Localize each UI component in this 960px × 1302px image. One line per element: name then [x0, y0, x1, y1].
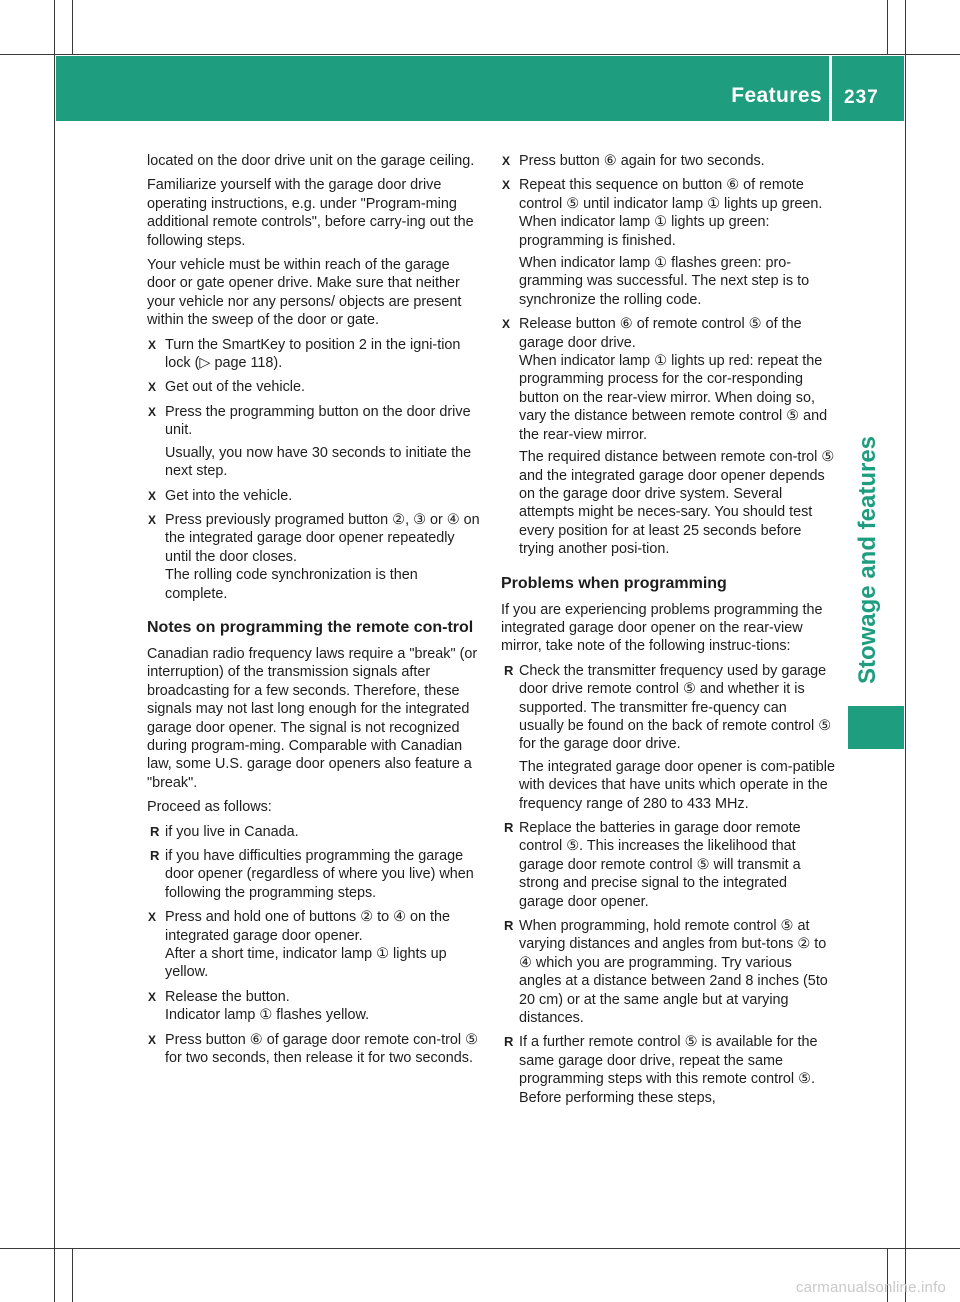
step-text: Press button ⑥ of garage door remote con-trol ⑤ for two seconds, then release it for two seconds. [165, 1031, 478, 1067]
bullet-item [147, 823, 482, 841]
instruction-step [501, 152, 835, 170]
instruction-step [147, 336, 482, 373]
step-marker-icon: X [502, 178, 511, 193]
step-text: Get into the vehicle. [165, 487, 293, 504]
instruction-step [147, 988, 482, 1025]
instruction-step [147, 378, 482, 396]
paragraph: located on the door drive unit on the garage ceiling. [147, 153, 475, 169]
bullet-item [501, 1033, 835, 1107]
bullet-marker-icon: R [504, 1034, 514, 1050]
step-marker-icon: X [148, 488, 157, 503]
step-text: Press button ⑥ again for two seconds. [519, 153, 765, 169]
bullet-marker-icon: R [504, 918, 514, 934]
step-text: Press the programming button on the door drive unit. [165, 403, 471, 439]
step-note: Usually, you now have 30 seconds to initiate the next step. [165, 444, 472, 480]
bullet-marker-icon: R [504, 662, 514, 678]
watermark: carmanualsonline.info [795, 1279, 946, 1296]
bullet-marker-icon: R [150, 823, 160, 839]
page-number: 237 [844, 87, 879, 108]
paragraph: If you are experiencing problems programming the integrated garage door opener on the rear-view mirror, take note of the following instruc-tions: [501, 601, 823, 655]
step-note: The required distance between remote con-trol ⑤ and the integrated garage door opener depends on the garage door drive system. Several attempts might be neces-sary. You should test every position for at least 25 seconds before trying another posi-tion. [519, 449, 835, 558]
crop-mark [72, 1248, 73, 1302]
step-note: Indicator lamp ① flashes yellow. [165, 1007, 370, 1024]
left-column [147, 152, 482, 1073]
paragraph: Proceed as follows: [147, 799, 272, 816]
step-text: Press and hold one of buttons ② to ④ on the integrated garage door opener. [165, 909, 451, 944]
paragraph: Canadian radio frequency laws require a "break" (or interruption) of the transmission signals after broadcasting for a few seconds. Therefore, these signals may not last long enough for the integrated garage door opener. The signal is not recognized during program-ming. Comparable with Canadian law, some U.S. garage door openers also feature a "break". [147, 645, 478, 791]
right-column [501, 152, 835, 1113]
step-marker-icon: X [148, 910, 157, 925]
step-note: When indicator lamp ① flashes green: pro-gramming was successful. The next step is to synchronize the rolling code. [519, 255, 810, 308]
step-text: Release the button. [165, 988, 290, 1005]
bullet-marker-icon: R [150, 848, 160, 863]
step-marker-icon: X [502, 154, 511, 168]
step-text: Release button ⑥ of remote control ⑤ of the garage door drive. [519, 316, 802, 351]
paragraph: Your vehicle must be within reach of the garage door or gate opener drive. Make sure that neither your vehicle nor any persons/ objects are present within the sweep of the door or gate. [147, 257, 462, 329]
step-marker-icon: X [148, 337, 157, 352]
step-note: After a short time, indicator lamp ① lights up yellow. [165, 946, 447, 981]
step-note: When indicator lamp ① lights up red: repeat the programming process for the cor-responding button on the rear-view mirror. When doing so, vary the distance between remote control ⑤ and the rear-view mirror. [519, 353, 828, 443]
instruction-step [147, 487, 482, 505]
step-marker-icon: X [148, 404, 157, 419]
instruction-step [147, 403, 482, 481]
bullet-text: Check the transmitter frequency used by garage door drive remote control ⑤ and whether it is supported. The transmitter fre-quency can usually be found on the back of remote control ⑤ for the garage door drive. [519, 662, 832, 753]
crop-mark [0, 54, 960, 55]
step-marker-icon: X [148, 989, 157, 1004]
chapter-tab [848, 420, 888, 700]
paragraph: Familiarize yourself with the garage door drive operating instructions, e.g. under "Program-ming additional remote controls", before carry-ing out the following steps. [147, 177, 474, 249]
crop-mark [54, 0, 55, 1302]
step-text: Press previously programed button ②, ③ or ④ on the integrated garage door opener repeatedly until the door closes. [165, 511, 480, 565]
step-text: Turn the SmartKey to position 2 in the igni-tion lock (▷ page 118). [165, 336, 461, 372]
instruction-step [147, 908, 482, 982]
step-text: Repeat this sequence on button ⑥ of remote control ⑤ until indicator lamp ① lights up green. [519, 177, 823, 212]
bullet-item [147, 847, 482, 902]
instruction-step [501, 176, 835, 309]
header-divider [829, 56, 832, 121]
bullet-note: The integrated garage door opener is com-patible with devices that have units which operate in the frequency range of 280 to 433 MHz. [519, 758, 835, 812]
section-title: Features [731, 84, 822, 107]
step-marker-icon: X [148, 1032, 157, 1047]
bullet-text: When programming, hold remote control ⑤ at varying distances and angles from but-tons ② to ④ which you are programming. Try various angles at a distance between 2and 8 inches (5to 20 cm) or at the same angle but at varying distances. [519, 918, 828, 1027]
step-text: Get out of the vehicle. [165, 379, 305, 396]
bullet-text: if you live in Canada. [165, 823, 299, 840]
chapter-marker-block [848, 706, 904, 749]
bullet-item [501, 662, 835, 813]
bullet-marker-icon: R [504, 820, 514, 835]
bullet-item [501, 917, 835, 1027]
instruction-step [147, 1031, 482, 1068]
crop-mark [905, 0, 906, 1302]
instruction-step [147, 511, 482, 603]
crop-mark [72, 0, 73, 54]
instruction-step [501, 315, 835, 558]
crop-mark [0, 1248, 960, 1249]
section-heading: Problems when programming [501, 574, 727, 592]
crop-mark [887, 0, 888, 54]
step-marker-icon: X [148, 380, 157, 395]
section-heading: Notes on programming the remote con-trol [147, 618, 474, 636]
step-marker-icon: X [148, 512, 157, 527]
bullet-text: If a further remote control ⑤ is available for the same garage door drive, repeat the same programming steps with this remote control ⑤. Before performing these steps, [519, 1034, 818, 1106]
chapter-tab-label: Stowage and features [854, 435, 881, 685]
step-marker-icon: X [502, 317, 511, 332]
step-note: The rolling code synchronization is then complete. [165, 567, 418, 602]
bullet-text: Replace the batteries in garage door remote control ⑤. This increases the likelihood that garage door remote control ⑤ will transmit a strong and precise signal to the integrated garage door opener. [519, 820, 801, 910]
bullet-text: if you have difficulties programming the garage door opener (regardless of where you live) when following the programming steps. [165, 848, 474, 901]
step-note: When indicator lamp ① lights up green: programming is finished. [519, 214, 770, 249]
bullet-item [501, 819, 835, 911]
